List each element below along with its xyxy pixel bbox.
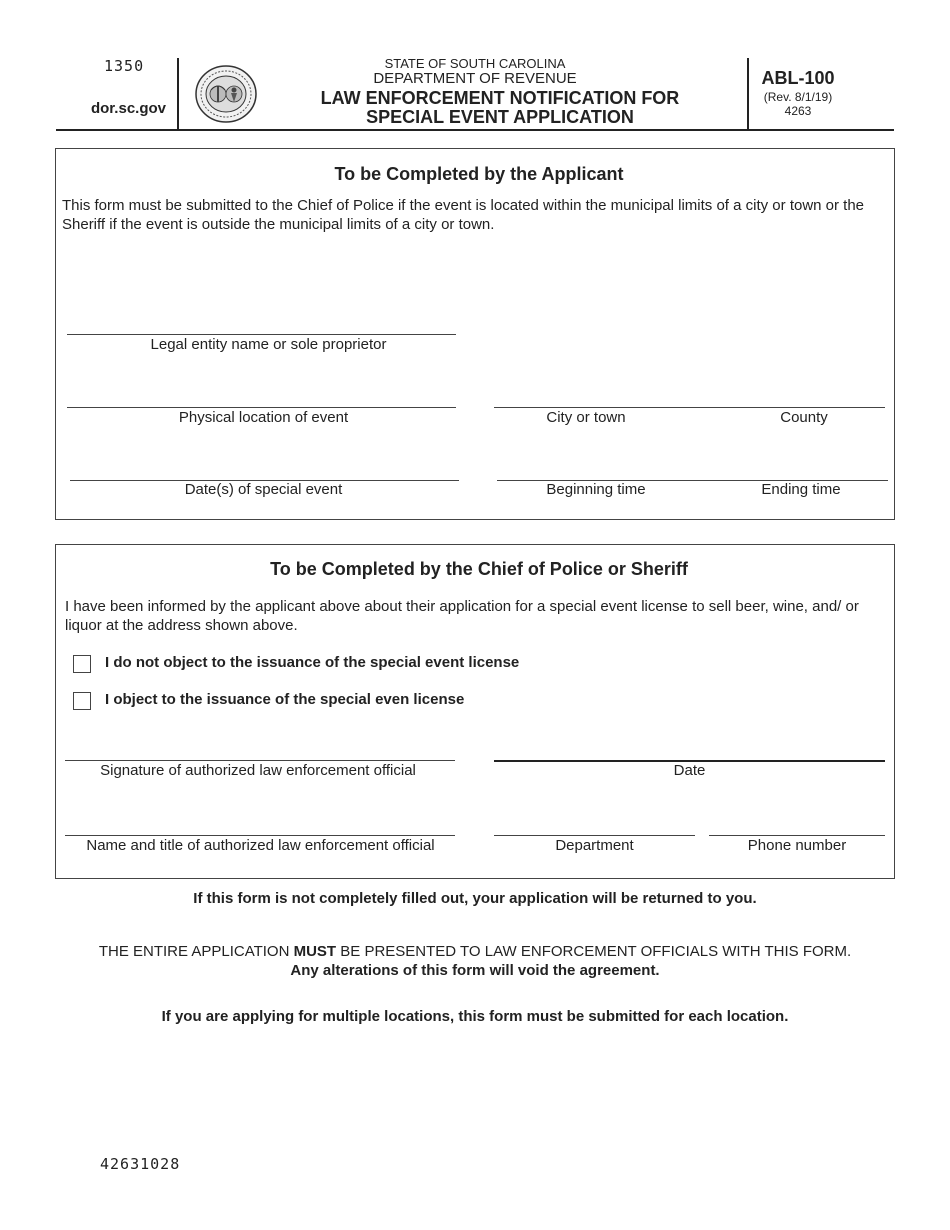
department-name: DEPARTMENT OF REVENUE [373,70,577,87]
beginning-time-label: Beginning time [546,481,646,498]
name-title-field[interactable] [65,835,455,836]
event-dates-label: Date(s) of special event [184,481,343,498]
applicant-heading: To be Completed by the Applicant [334,164,624,184]
city-label: City or town [546,409,626,426]
state-seal [194,64,258,124]
form-code: 1350 [104,57,145,75]
state-name: STATE OF SOUTH CAROLINA [384,56,566,71]
signature-label: Signature of authorized law enforcement official [100,762,416,779]
ending-time-label: Ending time [761,481,841,498]
objection-checkbox[interactable] [73,692,91,710]
no-objection-label: I do not object to the issuance of the special event license [105,654,520,671]
form-title-line2: SPECIAL EVENT APPLICATION [366,107,634,127]
official-section [55,544,895,879]
date-label: Date [673,762,706,779]
official-statement: I have been informed by the applicant above about their application for a special event license to sell beer, wine, and/ or liquor at the address shown above. [65,598,859,634]
multiple-locations-notice: If you are applying for multiple locations, this form must be submitted for each location. [161,1008,789,1025]
county-label: County [780,409,828,426]
signature-field[interactable] [65,760,455,761]
phone-label: Phone number [747,837,847,854]
city-county-field[interactable] [494,407,885,408]
header-divider-left [177,58,179,129]
incomplete-notice: If this form is not completely filled out, your application will be returned to you. [193,890,757,907]
form-id: 4263 [784,104,812,118]
department-field[interactable] [494,835,695,836]
department-label: Department [555,837,634,854]
header-divider-right [747,58,749,129]
phone-field[interactable] [709,835,885,836]
official-heading: To be Completed by the Chief of Police or Sheriff [270,559,688,579]
no-objection-checkbox[interactable] [73,655,91,673]
form-title-line1: LAW ENFORCEMENT NOTIFICATION FOR [320,88,680,108]
presentation-suffix: BE PRESENTED TO LAW ENFORCEMENT OFFICIALS WITH THIS FORM. [336,943,852,960]
applicant-instructions: This form must be submitted to the Chief of Police if the event is located within the municipal limits of a city or town or the Sheriff if the event is outside the municipal limits of a city or town. [62,197,865,233]
objection-label: I object to the issuance of the special even license [105,691,465,708]
form-number: ABL-100 [761,68,835,88]
name-title-label: Name and title of authorized law enforcement official [86,837,435,854]
barcode-number: 42631028 [100,1155,181,1173]
header-rule [56,129,894,131]
physical-location-label: Physical location of event [178,409,349,426]
presentation-notice [0,943,950,960]
alterations-notice: Any alterations of this form will void the agreement. [290,962,660,979]
legal-entity-label: Legal entity name or sole proprietor [150,336,387,353]
revision-date: (Rev. 8/1/19) [763,90,833,104]
physical-location-field[interactable] [67,407,456,408]
presentation-must: MUST [293,943,337,960]
website: dor.sc.gov [90,100,166,117]
presentation-prefix: THE ENTIRE APPLICATION [98,943,294,960]
legal-entity-field[interactable] [67,334,456,335]
